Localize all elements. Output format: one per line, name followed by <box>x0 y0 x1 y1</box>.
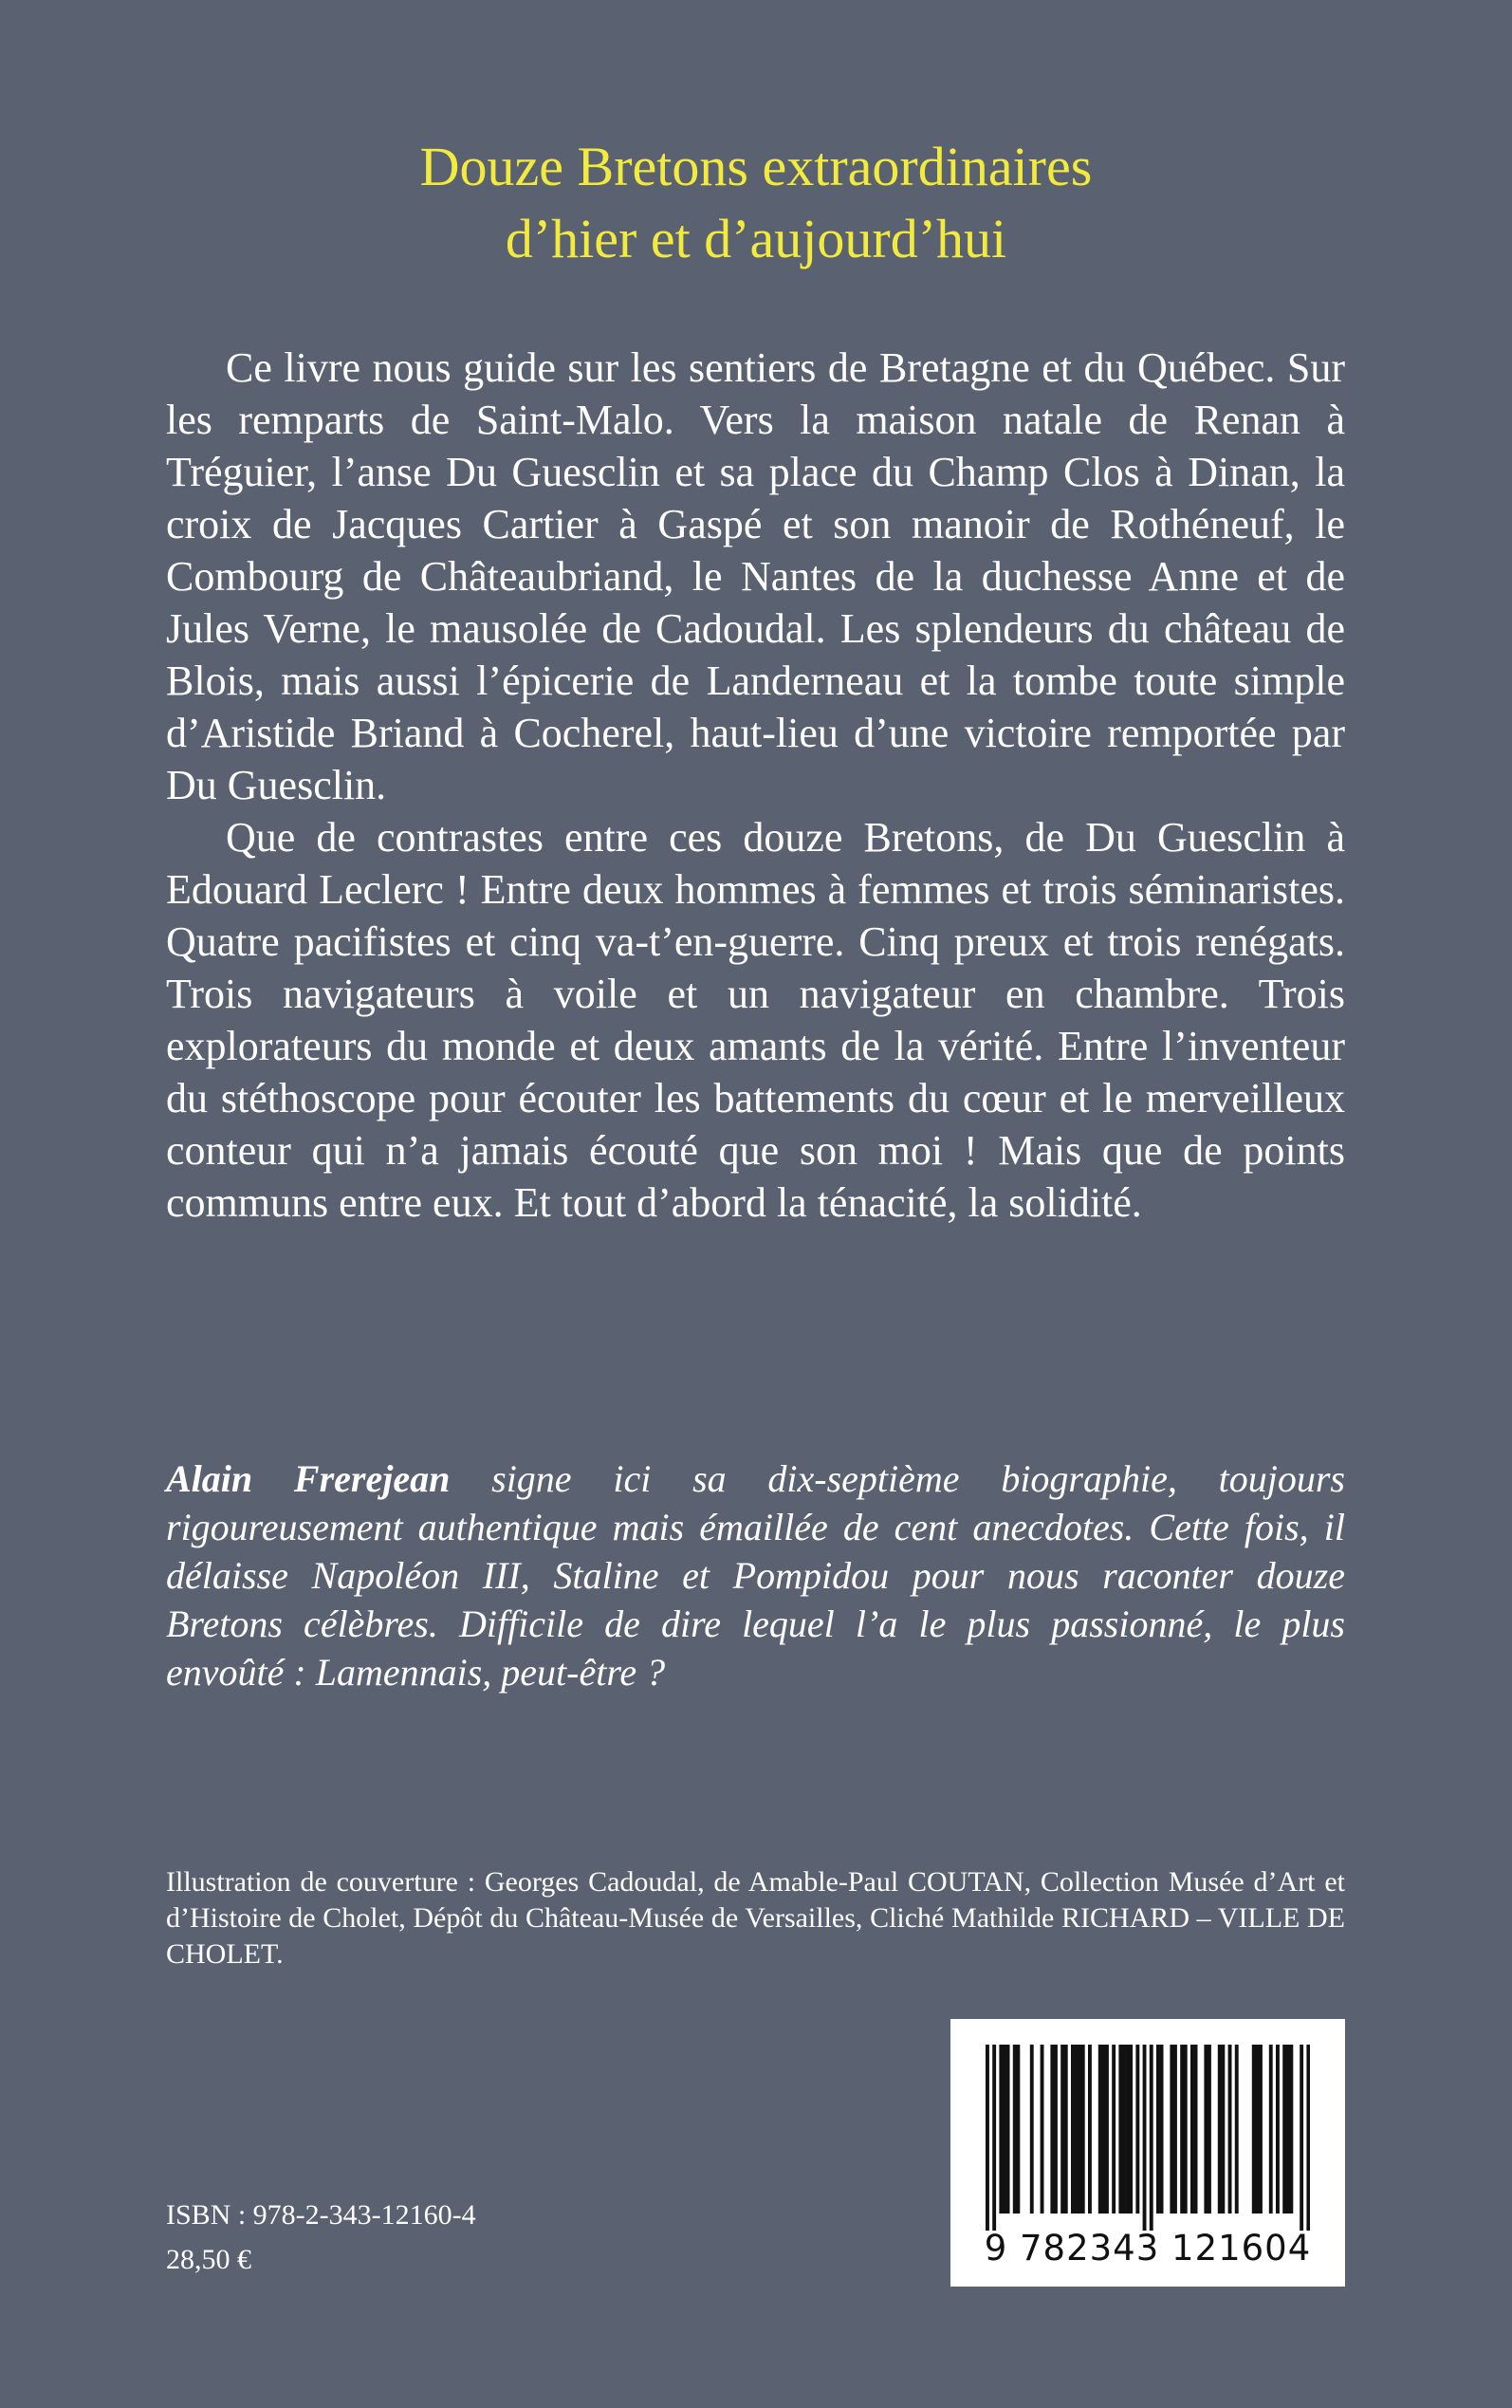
author-bio <box>166 1454 1345 1696</box>
barcode-guard-bar <box>1300 2045 1303 2231</box>
barcode-bar <box>1126 2045 1130 2214</box>
barcode-bar <box>1269 2045 1273 2214</box>
barcode-bar <box>1078 2045 1081 2214</box>
barcode-bar <box>1190 2045 1194 2214</box>
barcode-bar <box>1060 2045 1064 2214</box>
barcode-bar <box>1101 2045 1105 2214</box>
barcode-bar <box>1098 2045 1102 2214</box>
barcode-guard-bar <box>1306 2045 1310 2231</box>
barcode-bar <box>1252 2045 1256 2214</box>
barcode-bar <box>1129 2045 1133 2214</box>
barcode-bar <box>1050 2045 1054 2214</box>
barcode-bar <box>1041 2045 1044 2214</box>
barcode-bar <box>1160 2045 1164 2214</box>
barcode-bar <box>1135 2045 1139 2214</box>
barcode-bar <box>1118 2045 1122 2214</box>
barcode-bar <box>1170 2045 1173 2214</box>
barcode-bar <box>1282 2045 1286 2214</box>
barcode-bar <box>1016 2045 1020 2214</box>
barcode-bar <box>1088 2045 1092 2214</box>
barcode-bar <box>999 2045 1003 2214</box>
barcode-guard-bar <box>986 2045 989 2231</box>
barcode-bar <box>1071 2045 1075 2214</box>
barcode-bar <box>1075 2045 1079 2214</box>
barcode-bar <box>1184 2045 1188 2214</box>
barcode-bar <box>1286 2045 1290 2214</box>
barcode-bar <box>1255 2045 1259 2214</box>
barcode-bar <box>1081 2045 1085 2214</box>
barcode-digits: 9 782343 121604 <box>984 2228 1312 2269</box>
barcode-guard-bar <box>992 2045 996 2231</box>
barcode-bar <box>1122 2045 1126 2214</box>
price-label: 28,50 € <box>166 2244 251 2275</box>
barcode-bar <box>1276 2045 1280 2214</box>
barcode-bar <box>1208 2045 1211 2214</box>
title-line-1: Douze Bretons extraordinaires <box>419 136 1093 197</box>
description-paragraph-1: Ce livre nous guide sur les sentiers de Bretagne et du Québec. Sur les remparts de Saint-Malo. Vers la maison natale de Renan à Tréguier, l’anse Du Guesclin et sa place du Champ Clos à Dinan, la croix de Jacques Cartier à Gaspé et son manoir de Rothéneuf, le Combourg de Châteaubriand, le Nantes de la duchesse Anne et de Jules Verne, le mausolée de Cadoudal. Les splendeurs du château de Blois, mais aussi l’épicerie de Landerneau et la tombe toute simple d’Aristide Briand à Cocherel, haut-lieu d’une victoire remportée par Du Guesclin. <box>166 344 1345 808</box>
barcode-bar <box>1030 2045 1034 2214</box>
barcode-bar <box>1259 2045 1263 2214</box>
barcode-bar <box>1173 2045 1177 2214</box>
barcode-bar <box>1064 2045 1068 2214</box>
barcode-guard-bar <box>1150 2045 1153 2231</box>
barcode <box>950 2019 1345 2287</box>
isbn-label: ISBN : 978-2-343-12160-4 <box>166 2199 476 2231</box>
barcode-bar <box>1156 2045 1160 2214</box>
barcode-bar <box>1204 2045 1208 2214</box>
barcode-bar <box>1006 2045 1010 2214</box>
book-title <box>0 131 1512 275</box>
barcode-bars <box>986 2045 1310 2231</box>
barcode-bar <box>1289 2045 1293 2214</box>
barcode-bar <box>1228 2045 1232 2214</box>
barcode-bar <box>1235 2045 1239 2214</box>
barcode-guard-bar <box>1143 2045 1147 2231</box>
author-bio-text: signe ici sa dix-septième biographie, toujours rigoureusement authentique mais émaillée de cent anecdotes. Cette fois, il délaisse Napoléon III, Staline et Pompidou pour nous raconter douze Bretons célèbres. Difficile de dire lequel l’a le plus passionné, le plus envoûté : Lamennais, peut-être ? <box>166 1457 1345 1694</box>
barcode-bar <box>1013 2045 1017 2214</box>
book-description <box>166 342 1345 1229</box>
barcode-bar <box>1218 2045 1222 2214</box>
barcode-bar <box>1194 2045 1198 2214</box>
barcode-bar <box>1112 2045 1116 2214</box>
barcode-bar <box>1003 2045 1006 2214</box>
cover-illustration-credit: Illustration de couverture : Georges Cadoudal, de Amable-Paul COUTAN, Collection Musée d’Art et d’Histoire de Cholet, Dépôt du Château-Musée de Versailles, Cliché Mathilde RICHARD – VILLE DE CHOLET. <box>166 1866 1345 1970</box>
title-line-2: d’hier et d’aujourd’hui <box>505 208 1007 269</box>
barcode-bar <box>1054 2045 1058 2214</box>
barcode-bar <box>1105 2045 1109 2214</box>
description-paragraph-2: Que de contrastes entre ces douze Bretons, de Du Guesclin à Edouard Leclerc ! Entre deux hommes à femmes et trois séminaristes. Quatre pacifistes et cinq va-t’en-guerre. Cinq preux et trois renégats. Trois navigateurs à voile et un navigateur en chambre. Trois explorateurs du monde et deux amants de la vérité. Entre l’inventeur du stéthoscope pour écouter les battements du cœur et le merveilleux conteur qui n’a jamais écouté que son moi ! Mais que de points communs entre eux. Et tout d’abord la ténacité, la solidité. <box>166 814 1345 1226</box>
barcode-bar <box>1180 2045 1184 2214</box>
author-name: Alain Frerejean <box>166 1457 451 1500</box>
barcode-bar <box>1221 2045 1225 2214</box>
